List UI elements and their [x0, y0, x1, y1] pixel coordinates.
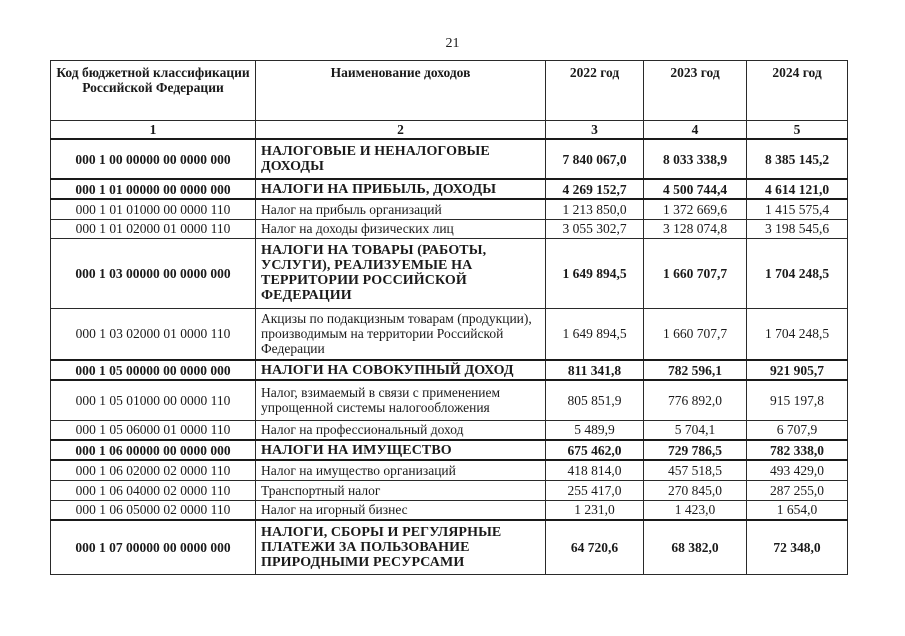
- revenue-name-cell: Транспортный налог: [256, 480, 546, 500]
- column-number-row: [51, 121, 848, 140]
- budget-code-cell: 000 1 06 00000 00 0000 000: [51, 440, 256, 460]
- value-2022-cell: 805 851,9: [546, 380, 644, 420]
- value-2023-cell: 1 372 669,6: [644, 199, 747, 219]
- revenue-name-cell: НАЛОГИ НА СОВОКУПНЫЙ ДОХОД: [256, 360, 546, 380]
- revenue-name-cell: НАЛОГИ НА ТОВАРЫ (РАБОТЫ, УСЛУГИ), РЕАЛИЗУЕМЫЕ НА ТЕРРИТОРИИ РОССИЙСКОЙ ФЕДЕРАЦИИ: [256, 238, 546, 308]
- value-2023-cell: 8 033 338,9: [644, 139, 747, 179]
- value-2022-cell: 811 341,8: [546, 360, 644, 380]
- value-2024-cell: 782 338,0: [747, 440, 848, 460]
- value-2024-cell: 1 415 575,4: [747, 199, 848, 219]
- value-2023-cell: 457 518,5: [644, 460, 747, 480]
- value-2023-cell: 68 382,0: [644, 520, 747, 574]
- value-2024-cell: 915 197,8: [747, 380, 848, 420]
- value-2023-cell: 1 423,0: [644, 500, 747, 520]
- value-2023-cell: 1 660 707,7: [644, 308, 747, 360]
- value-2022-cell: 5 489,9: [546, 420, 644, 440]
- table-row: [51, 380, 848, 420]
- table-row: [51, 520, 848, 574]
- budget-code-cell: 000 1 07 00000 00 0000 000: [51, 520, 256, 574]
- budget-code-cell: 000 1 06 04000 02 0000 110: [51, 480, 256, 500]
- table-row: [51, 500, 848, 520]
- revenue-name-cell: Налог на профессиональный доход: [256, 420, 546, 440]
- page-number: 21: [445, 36, 460, 51]
- revenue-name-cell: Налог на прибыль организаций: [256, 199, 546, 219]
- table-row: [51, 480, 848, 500]
- budget-code-cell: 000 1 05 06000 01 0000 110: [51, 420, 256, 440]
- budget-code-cell: 000 1 06 05000 02 0000 110: [51, 500, 256, 520]
- revenue-name-cell: Налог, взимаемый в связи с применением упрощенной системы налогообложения: [256, 380, 546, 420]
- revenue-name-cell: Налог на игорный бизнес: [256, 500, 546, 520]
- revenue-name-cell: Налог на имущество организаций: [256, 460, 546, 480]
- value-2022-cell: 1 231,0: [546, 500, 644, 520]
- header-year-2023: 2023 год: [644, 61, 747, 121]
- revenue-name-cell: Акцизы по подакцизным товарам (продукции), производимым на территории Российской Федерации: [256, 308, 546, 360]
- budget-code-cell: 000 1 01 00000 00 0000 000: [51, 179, 256, 199]
- table-row: [51, 179, 848, 199]
- budget-code-cell: 000 1 05 01000 00 0000 110: [51, 380, 256, 420]
- value-2024-cell: 3 198 545,6: [747, 219, 848, 238]
- budget-code-cell: 000 1 03 02000 01 0000 110: [51, 308, 256, 360]
- value-2024-cell: 921 905,7: [747, 360, 848, 380]
- table-row: [51, 139, 848, 179]
- value-2022-cell: 1 649 894,5: [546, 308, 644, 360]
- value-2024-cell: 1 704 248,5: [747, 238, 848, 308]
- header-revenue-name: Наименование доходов: [256, 61, 546, 121]
- value-2023-cell: 776 892,0: [644, 380, 747, 420]
- table-row: [51, 460, 848, 480]
- budget-code-cell: 000 1 01 01000 00 0000 110: [51, 199, 256, 219]
- budget-code-cell: 000 1 03 00000 00 0000 000: [51, 238, 256, 308]
- table-row: [51, 219, 848, 238]
- value-2024-cell: 1 654,0: [747, 500, 848, 520]
- header-year-2022: 2022 год: [546, 61, 644, 121]
- value-2024-cell: 1 704 248,5: [747, 308, 848, 360]
- value-2023-cell: 3 128 074,8: [644, 219, 747, 238]
- value-2023-cell: 4 500 744,4: [644, 179, 747, 199]
- value-2022-cell: 1 649 894,5: [546, 238, 644, 308]
- column-number: 5: [747, 121, 848, 140]
- revenue-name-cell: НАЛОГИ НА ИМУЩЕСТВО: [256, 440, 546, 460]
- revenue-name-cell: НАЛОГИ НА ПРИБЫЛЬ, ДОХОДЫ: [256, 179, 546, 199]
- revenue-name-cell: НАЛОГОВЫЕ И НЕНАЛОГОВЫЕ ДОХОДЫ: [256, 139, 546, 179]
- value-2023-cell: 782 596,1: [644, 360, 747, 380]
- table-row: [51, 440, 848, 460]
- table-row: [51, 420, 848, 440]
- value-2022-cell: 4 269 152,7: [546, 179, 644, 199]
- budget-code-cell: 000 1 05 00000 00 0000 000: [51, 360, 256, 380]
- budget-code-cell: 000 1 00 00000 00 0000 000: [51, 139, 256, 179]
- revenue-name-cell: НАЛОГИ, СБОРЫ И РЕГУЛЯРНЫЕ ПЛАТЕЖИ ЗА ПОЛЬЗОВАНИЕ ПРИРОДНЫМИ РЕСУРСАМИ: [256, 520, 546, 574]
- value-2023-cell: 270 845,0: [644, 480, 747, 500]
- budget-code-cell: 000 1 06 02000 02 0000 110: [51, 460, 256, 480]
- value-2022-cell: 255 417,0: [546, 480, 644, 500]
- value-2022-cell: 64 720,6: [546, 520, 644, 574]
- table-row: [51, 360, 848, 380]
- revenue-name-cell: Налог на доходы физических лиц: [256, 219, 546, 238]
- value-2022-cell: 418 814,0: [546, 460, 644, 480]
- header-year-2024: 2024 год: [747, 61, 848, 121]
- budget-code-cell: 000 1 01 02000 01 0000 110: [51, 219, 256, 238]
- value-2022-cell: 675 462,0: [546, 440, 644, 460]
- value-2023-cell: 1 660 707,7: [644, 238, 747, 308]
- value-2024-cell: 72 348,0: [747, 520, 848, 574]
- value-2024-cell: 6 707,9: [747, 420, 848, 440]
- value-2023-cell: 5 704,1: [644, 420, 747, 440]
- table-row: [51, 308, 848, 360]
- header-budget-code: Код бюджетной классификации Российской Федерации: [51, 61, 256, 121]
- table-header-row: [51, 61, 848, 121]
- column-number: 1: [51, 121, 256, 140]
- column-number: 3: [546, 121, 644, 140]
- value-2022-cell: 7 840 067,0: [546, 139, 644, 179]
- value-2024-cell: 287 255,0: [747, 480, 848, 500]
- value-2024-cell: 493 429,0: [747, 460, 848, 480]
- value-2022-cell: 1 213 850,0: [546, 199, 644, 219]
- value-2024-cell: 4 614 121,0: [747, 179, 848, 199]
- value-2023-cell: 729 786,5: [644, 440, 747, 460]
- value-2024-cell: 8 385 145,2: [747, 139, 848, 179]
- column-number: 2: [256, 121, 546, 140]
- table-row: [51, 238, 848, 308]
- value-2022-cell: 3 055 302,7: [546, 219, 644, 238]
- table-row: [51, 199, 848, 219]
- revenue-table: [50, 60, 848, 575]
- column-number: 4: [644, 121, 747, 140]
